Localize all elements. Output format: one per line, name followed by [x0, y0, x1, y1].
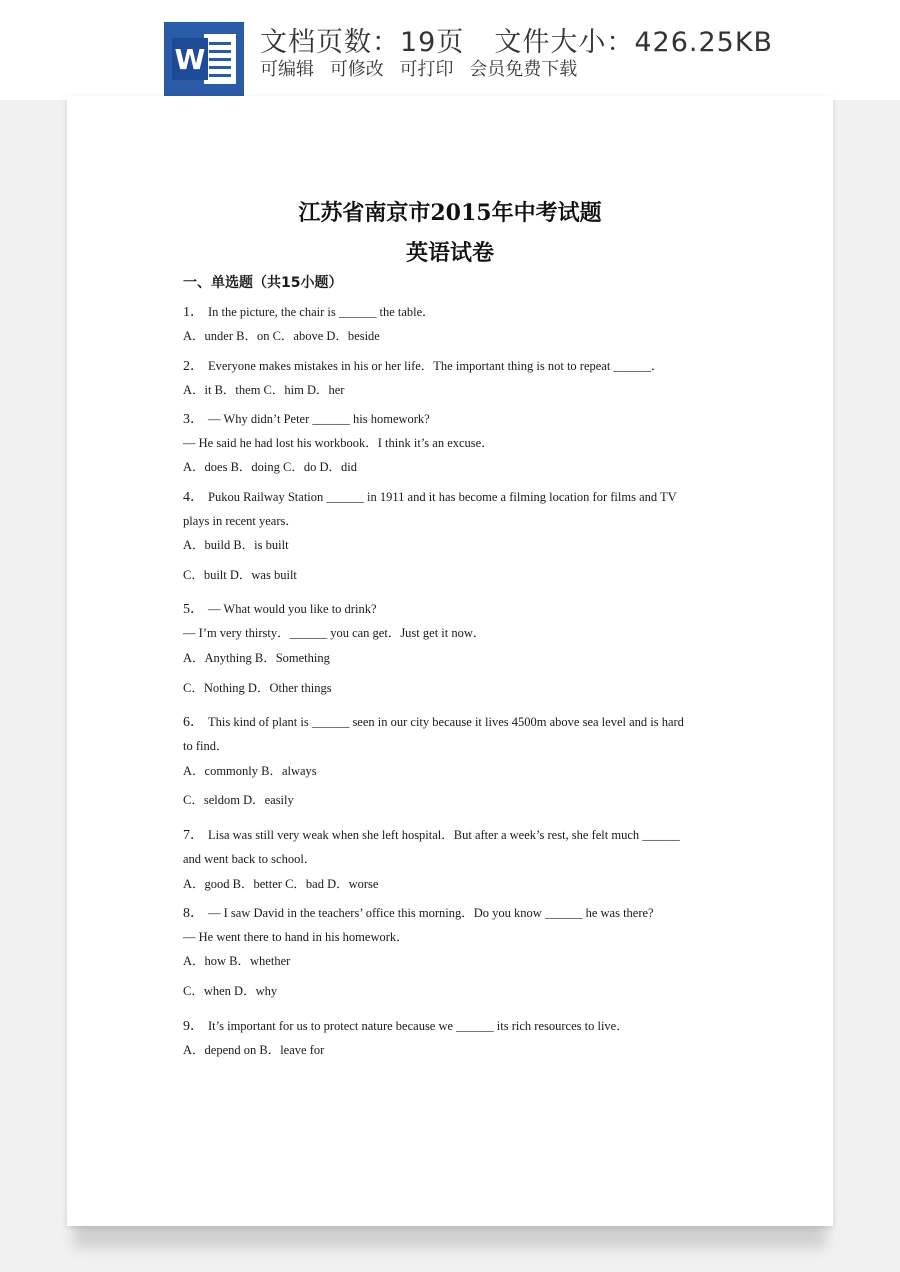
- question-text: C．Nothing D．Other things: [183, 681, 332, 695]
- question-stem: [183, 358, 663, 375]
- question-number: 1．: [183, 305, 204, 320]
- question-line: [183, 983, 277, 999]
- question-text: — I saw David in the teachers’ office this morning．Do you know ______ he was there?: [208, 906, 654, 920]
- tag-member-free-download: 会员免费下载: [469, 59, 578, 80]
- question-text: and went back to school．: [183, 852, 317, 866]
- question-text: Pukou Railway Station ______ in 1911 and it has become a filming location for films and TV: [208, 490, 677, 504]
- tag-editable: 可编辑: [260, 59, 314, 80]
- question-text: — What would you like to drink?: [208, 602, 377, 616]
- question-text: A．Anything B．Something: [183, 651, 330, 665]
- question-text: In the picture, the chair is ______ the table．: [208, 305, 435, 319]
- word-document-icon: [164, 22, 244, 96]
- feature-tags: [260, 55, 587, 81]
- question-line: [183, 953, 290, 969]
- question-text: A．under B．on C．above D．beside: [183, 329, 380, 343]
- question-number: 2．: [183, 359, 204, 374]
- question-line: [183, 537, 289, 553]
- question-stem: [183, 489, 677, 506]
- question-stem: [183, 714, 684, 731]
- question-number: 5．: [183, 602, 204, 617]
- question-number: 3．: [183, 412, 204, 427]
- question-line: [183, 876, 378, 892]
- document-title: 江苏省南京市2015年中考试题: [298, 200, 602, 226]
- question-text: A．does B．doing C．do D．did: [183, 460, 357, 474]
- question-text: — Why didn’t Peter ______ his homework?: [208, 412, 430, 426]
- question-number: 7．: [183, 828, 204, 843]
- question-text: — He went there to hand in his homework．: [183, 930, 409, 944]
- question-text: A．it B．them C．him D．her: [183, 383, 345, 397]
- file-info: [260, 20, 773, 59]
- question-text: plays in recent years．: [183, 514, 298, 528]
- question-line: [183, 929, 409, 945]
- question-line: [183, 680, 332, 696]
- document-subtitle: 英语试卷: [405, 240, 494, 266]
- question-line: [183, 435, 494, 451]
- question-text: Lisa was still very weak when she left hospital．But after a week’s rest, she felt much ______: [208, 828, 680, 842]
- question-stem: [183, 411, 430, 428]
- question-line: [183, 513, 298, 529]
- word-icon-letter: W: [174, 43, 206, 76]
- download-banner: [0, 0, 900, 100]
- question-number: 6．: [183, 715, 204, 730]
- question-stem: [183, 905, 654, 922]
- question-line: [183, 851, 316, 867]
- question-number: 8．: [183, 906, 204, 921]
- question-text: A．good B．better C．bad D．worse: [183, 877, 379, 891]
- page-count: 文档页数：19页: [260, 27, 465, 58]
- question-text: A．depend on B．leave for: [183, 1043, 325, 1057]
- question-text: — He said he had lost his workbook．I think it’s an excuse．: [183, 436, 494, 450]
- section-heading: 一、单选题（共15小题）: [183, 275, 343, 291]
- question-stem: [183, 1018, 629, 1035]
- question-text: Everyone makes mistakes in his or her life．The important thing is not to repeat ______．: [208, 359, 664, 373]
- question-line: [183, 567, 297, 583]
- question-line: [183, 763, 317, 779]
- question-text: C．built D．was built: [183, 568, 297, 582]
- question-stem: [183, 601, 377, 618]
- question-line: [183, 792, 294, 808]
- question-text: to find．: [183, 739, 229, 753]
- question-line: [183, 328, 380, 344]
- question-text: This kind of plant is ______ seen in our city because it lives 4500m above sea level and is hard: [208, 715, 684, 729]
- question-text: C．seldom D．easily: [183, 793, 294, 807]
- file-size: 文件大小：426.25KB: [494, 27, 774, 58]
- question-text: A．how B．whether: [183, 954, 291, 968]
- tag-printable: 可打印: [399, 59, 454, 80]
- document-page: [67, 96, 833, 1226]
- question-line: [183, 650, 330, 666]
- question-line: [183, 1042, 324, 1058]
- question-text: It’s important for us to protect nature because we ______ its rich resources to live．: [208, 1019, 629, 1033]
- question-number: 4．: [183, 490, 204, 505]
- question-line: [183, 459, 357, 475]
- question-text: C．when D．why: [183, 984, 278, 998]
- question-text: A．commonly B．always: [183, 764, 317, 778]
- question-text: A．build B．is built: [183, 538, 289, 552]
- question-stem: [183, 827, 680, 844]
- question-stem: [183, 304, 435, 321]
- question-text: — I’m very thirsty．______ you can get．Just get it now．: [183, 626, 486, 640]
- question-line: [183, 738, 228, 754]
- question-line: [183, 382, 344, 398]
- tag-modifiable: 可修改: [329, 59, 384, 80]
- question-number: 9．: [183, 1019, 204, 1034]
- question-line: [183, 625, 485, 641]
